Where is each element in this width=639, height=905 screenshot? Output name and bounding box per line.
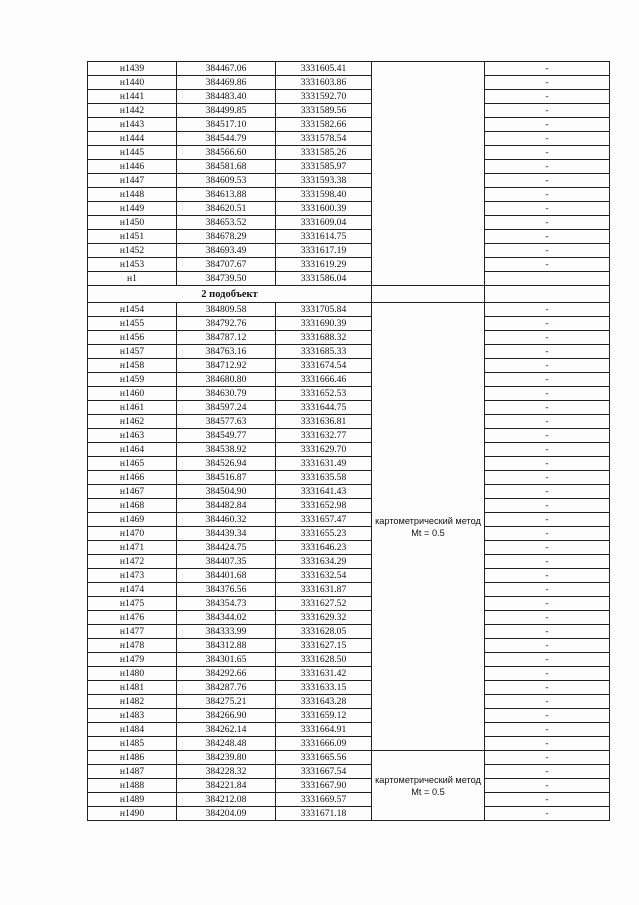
y-coordinate-cell: 3331667.90 — [276, 779, 372, 793]
y-coordinate-cell: 3331671.18 — [276, 807, 372, 821]
point-id-cell: н1473 — [88, 569, 177, 583]
error-value-cell: - — [485, 499, 610, 513]
table-row — [88, 681, 610, 695]
error-value-cell: - — [485, 317, 610, 331]
table-row — [88, 653, 610, 667]
point-id-cell: н1450 — [88, 216, 177, 230]
y-coordinate-cell: 3331589.56 — [276, 104, 372, 118]
point-id-cell: н1470 — [88, 527, 177, 541]
x-coordinate-cell: 384712.92 — [177, 359, 276, 373]
subobject-error-blank — [485, 286, 610, 303]
table-row — [88, 765, 610, 779]
error-value-cell: - — [485, 429, 610, 443]
x-coordinate-cell: 384620.51 — [177, 202, 276, 216]
point-id-cell: н1467 — [88, 485, 177, 499]
x-coordinate-cell: 384516.87 — [177, 471, 276, 485]
x-coordinate-cell: 384376.56 — [177, 583, 276, 597]
y-coordinate-cell: 3331646.23 — [276, 541, 372, 555]
x-coordinate-cell: 384653.52 — [177, 216, 276, 230]
x-coordinate-cell: 384504.90 — [177, 485, 276, 499]
error-value-cell: - — [485, 457, 610, 471]
x-coordinate-cell: 384204.09 — [177, 807, 276, 821]
subobject-header-row — [88, 286, 610, 303]
error-value-cell: - — [485, 303, 610, 317]
x-coordinate-cell: 384467.06 — [177, 62, 276, 76]
y-coordinate-cell: 3331629.32 — [276, 611, 372, 625]
point-id-cell: н1483 — [88, 709, 177, 723]
x-coordinate-cell: 384544.79 — [177, 132, 276, 146]
error-value-cell: - — [485, 331, 610, 345]
error-value-cell: - — [485, 188, 610, 202]
y-coordinate-cell: 3331666.46 — [276, 373, 372, 387]
point-id-cell: н1487 — [88, 765, 177, 779]
table-row — [88, 132, 610, 146]
table-row — [88, 555, 610, 569]
method-cell: картометрический метод Mt = 0.5 — [372, 751, 485, 821]
table-row — [88, 443, 610, 457]
error-value-cell: - — [485, 709, 610, 723]
error-value-cell: - — [485, 681, 610, 695]
error-value-cell: - — [485, 485, 610, 499]
error-value-cell: - — [485, 751, 610, 765]
table-row — [88, 429, 610, 443]
error-value-cell: - — [485, 230, 610, 244]
error-value-cell: - — [485, 611, 610, 625]
y-coordinate-cell: 3331666.09 — [276, 737, 372, 751]
point-id-cell: н1444 — [88, 132, 177, 146]
table-row — [88, 188, 610, 202]
point-id-cell: н1457 — [88, 345, 177, 359]
error-value-cell: - — [485, 723, 610, 737]
x-coordinate-cell: 384609.53 — [177, 174, 276, 188]
y-coordinate-cell: 3331634.29 — [276, 555, 372, 569]
y-coordinate-cell: 3331605.41 — [276, 62, 372, 76]
point-id-cell: н1472 — [88, 555, 177, 569]
error-value-cell: - — [485, 401, 610, 415]
x-coordinate-cell: 384239.80 — [177, 751, 276, 765]
point-id-cell: н1475 — [88, 597, 177, 611]
point-id-cell: н1456 — [88, 331, 177, 345]
table-row — [88, 499, 610, 513]
table-row — [88, 331, 610, 345]
y-coordinate-cell: 3331631.87 — [276, 583, 372, 597]
point-id-cell: н1448 — [88, 188, 177, 202]
subobject-label: 2 подобъект — [88, 286, 372, 303]
point-id-cell: н1477 — [88, 625, 177, 639]
point-id-cell: н1480 — [88, 667, 177, 681]
x-coordinate-cell: 384707.67 — [177, 258, 276, 272]
table-row — [88, 62, 610, 76]
error-value-cell: - — [485, 387, 610, 401]
x-coordinate-cell: 384354.73 — [177, 597, 276, 611]
point-id-cell: н1468 — [88, 499, 177, 513]
table-row — [88, 779, 610, 793]
x-coordinate-cell: 384482.84 — [177, 499, 276, 513]
error-value-cell: - — [485, 415, 610, 429]
point-id-cell: н1455 — [88, 317, 177, 331]
point-id-cell: н1446 — [88, 160, 177, 174]
error-value-cell: - — [485, 160, 610, 174]
x-coordinate-cell: 384401.68 — [177, 569, 276, 583]
table-row — [88, 146, 610, 160]
error-value-cell: - — [485, 345, 610, 359]
x-coordinate-cell: 384439.34 — [177, 527, 276, 541]
point-id-cell: н1451 — [88, 230, 177, 244]
error-value-cell: - — [485, 132, 610, 146]
y-coordinate-cell: 3331636.81 — [276, 415, 372, 429]
point-id-cell: н1439 — [88, 62, 177, 76]
x-coordinate-cell: 384248.48 — [177, 737, 276, 751]
table-row — [88, 527, 610, 541]
error-value-cell: - — [485, 625, 610, 639]
error-value-cell: - — [485, 216, 610, 230]
y-coordinate-cell: 3331609.04 — [276, 216, 372, 230]
x-coordinate-cell: 384483.40 — [177, 90, 276, 104]
point-id-cell: н1490 — [88, 807, 177, 821]
y-coordinate-cell: 3331664.91 — [276, 723, 372, 737]
table-row — [88, 202, 610, 216]
error-value-cell: - — [485, 118, 610, 132]
x-coordinate-cell: 384221.84 — [177, 779, 276, 793]
y-coordinate-cell: 3331585.97 — [276, 160, 372, 174]
error-value-cell: - — [485, 541, 610, 555]
x-coordinate-cell: 384424.75 — [177, 541, 276, 555]
x-coordinate-cell: 384538.92 — [177, 443, 276, 457]
table-row — [88, 709, 610, 723]
point-id-cell: н1447 — [88, 174, 177, 188]
x-coordinate-cell: 384344.02 — [177, 611, 276, 625]
table-row — [88, 118, 610, 132]
point-id-cell: н1482 — [88, 695, 177, 709]
x-coordinate-cell: 384262.14 — [177, 723, 276, 737]
x-coordinate-cell: 384566.60 — [177, 146, 276, 160]
table-row — [88, 625, 610, 639]
y-coordinate-cell: 3331652.53 — [276, 387, 372, 401]
point-id-cell: н1486 — [88, 751, 177, 765]
y-coordinate-cell: 3331603.86 — [276, 76, 372, 90]
subobject-method-blank — [372, 286, 485, 303]
error-value-cell: - — [485, 373, 610, 387]
table-row — [88, 667, 610, 681]
table-row — [88, 345, 610, 359]
y-coordinate-cell: 3331643.28 — [276, 695, 372, 709]
x-coordinate-cell: 384292.66 — [177, 667, 276, 681]
table-row — [88, 174, 610, 188]
table-row — [88, 415, 610, 429]
point-id-cell: н1464 — [88, 443, 177, 457]
y-coordinate-cell: 3331593.38 — [276, 174, 372, 188]
table-row — [88, 244, 610, 258]
y-coordinate-cell: 3331628.05 — [276, 625, 372, 639]
table-row — [88, 373, 610, 387]
x-coordinate-cell: 384228.32 — [177, 765, 276, 779]
y-coordinate-cell: 3331652.98 — [276, 499, 372, 513]
table-row — [88, 723, 610, 737]
y-coordinate-cell: 3331644.75 — [276, 401, 372, 415]
y-coordinate-cell: 3331655.23 — [276, 527, 372, 541]
y-coordinate-cell: 3331617.19 — [276, 244, 372, 258]
x-coordinate-cell: 384499.85 — [177, 104, 276, 118]
table-row — [88, 471, 610, 485]
y-coordinate-cell: 3331669.57 — [276, 793, 372, 807]
error-value-cell: - — [485, 765, 610, 779]
y-coordinate-cell: 3331614.75 — [276, 230, 372, 244]
error-value-cell: - — [485, 793, 610, 807]
y-coordinate-cell: 3331685.33 — [276, 345, 372, 359]
error-value-cell: - — [485, 807, 610, 821]
y-coordinate-cell: 3331665.56 — [276, 751, 372, 765]
error-value-cell: - — [485, 513, 610, 527]
y-coordinate-cell: 3331705.84 — [276, 303, 372, 317]
point-id-cell: н1466 — [88, 471, 177, 485]
y-coordinate-cell: 3331586.04 — [276, 272, 372, 286]
point-id-cell: н1458 — [88, 359, 177, 373]
table-row — [88, 272, 610, 286]
point-id-cell: н1478 — [88, 639, 177, 653]
method-cell: картометрический метод Mt = 0.5 — [372, 303, 485, 751]
x-coordinate-cell: 384517.10 — [177, 118, 276, 132]
table-row — [88, 401, 610, 415]
y-coordinate-cell: 3331619.29 — [276, 258, 372, 272]
point-id-cell: н1469 — [88, 513, 177, 527]
error-value-cell: - — [485, 359, 610, 373]
point-id-cell: н1443 — [88, 118, 177, 132]
point-id-cell: н1481 — [88, 681, 177, 695]
y-coordinate-cell: 3331688.32 — [276, 331, 372, 345]
point-id-cell: н1479 — [88, 653, 177, 667]
coordinates-table — [87, 61, 610, 821]
table-row — [88, 359, 610, 373]
table-row — [88, 793, 610, 807]
x-coordinate-cell: 384613.88 — [177, 188, 276, 202]
error-value-cell: - — [485, 202, 610, 216]
y-coordinate-cell: 3331628.50 — [276, 653, 372, 667]
error-value-cell: - — [485, 146, 610, 160]
point-id-cell: н1471 — [88, 541, 177, 555]
error-value-cell: - — [485, 104, 610, 118]
error-value-cell: - — [485, 737, 610, 751]
x-coordinate-cell: 384630.79 — [177, 387, 276, 401]
y-coordinate-cell: 3331659.12 — [276, 709, 372, 723]
error-value-cell: - — [485, 174, 610, 188]
table-row — [88, 76, 610, 90]
error-value-cell: - — [485, 527, 610, 541]
point-id-cell: н1459 — [88, 373, 177, 387]
y-coordinate-cell: 3331631.49 — [276, 457, 372, 471]
x-coordinate-cell: 384407.35 — [177, 555, 276, 569]
table-row — [88, 611, 610, 625]
error-value-cell: - — [485, 90, 610, 104]
point-id-cell: н1453 — [88, 258, 177, 272]
x-coordinate-cell: 384577.63 — [177, 415, 276, 429]
y-coordinate-cell: 3331598.40 — [276, 188, 372, 202]
y-coordinate-cell: 3331582.66 — [276, 118, 372, 132]
table-row — [88, 513, 610, 527]
error-value-cell: - — [485, 779, 610, 793]
point-id-cell: н1449 — [88, 202, 177, 216]
table-row — [88, 695, 610, 709]
y-coordinate-cell: 3331592.70 — [276, 90, 372, 104]
point-id-cell: н1463 — [88, 429, 177, 443]
point-id-cell: н1454 — [88, 303, 177, 317]
y-coordinate-cell: 3331667.54 — [276, 765, 372, 779]
error-value-cell: - — [485, 583, 610, 597]
table-row — [88, 541, 610, 555]
x-coordinate-cell: 384597.24 — [177, 401, 276, 415]
coordinates-table-body — [88, 62, 610, 821]
x-coordinate-cell: 384460.32 — [177, 513, 276, 527]
point-id-cell: н1461 — [88, 401, 177, 415]
x-coordinate-cell: 384212.08 — [177, 793, 276, 807]
y-coordinate-cell: 3331585.26 — [276, 146, 372, 160]
point-id-cell: н1476 — [88, 611, 177, 625]
point-id-cell: н1442 — [88, 104, 177, 118]
y-coordinate-cell: 3331629.70 — [276, 443, 372, 457]
y-coordinate-cell: 3331627.15 — [276, 639, 372, 653]
error-value-cell: - — [485, 258, 610, 272]
error-value-cell: - — [485, 569, 610, 583]
y-coordinate-cell: 3331635.58 — [276, 471, 372, 485]
method-cell-blank — [372, 62, 485, 286]
error-value-cell — [485, 272, 610, 286]
point-id-cell: н1441 — [88, 90, 177, 104]
table-row — [88, 485, 610, 499]
x-coordinate-cell: 384678.29 — [177, 230, 276, 244]
table-row — [88, 90, 610, 104]
table-row — [88, 387, 610, 401]
x-coordinate-cell: 384693.49 — [177, 244, 276, 258]
x-coordinate-cell: 384266.90 — [177, 709, 276, 723]
point-id-cell: н1445 — [88, 146, 177, 160]
x-coordinate-cell: 384792.76 — [177, 317, 276, 331]
y-coordinate-cell: 3331632.77 — [276, 429, 372, 443]
table-row — [88, 583, 610, 597]
y-coordinate-cell: 3331657.47 — [276, 513, 372, 527]
table-row — [88, 751, 610, 765]
x-coordinate-cell: 384312.88 — [177, 639, 276, 653]
x-coordinate-cell: 384549.77 — [177, 429, 276, 443]
x-coordinate-cell: 384469.86 — [177, 76, 276, 90]
point-id-cell: н1 — [88, 272, 177, 286]
y-coordinate-cell: 3331631.42 — [276, 667, 372, 681]
point-id-cell: н1460 — [88, 387, 177, 401]
error-value-cell: - — [485, 653, 610, 667]
x-coordinate-cell: 384763.16 — [177, 345, 276, 359]
error-value-cell: - — [485, 667, 610, 681]
point-id-cell: н1474 — [88, 583, 177, 597]
error-value-cell: - — [485, 555, 610, 569]
table-row — [88, 230, 610, 244]
x-coordinate-cell: 384287.76 — [177, 681, 276, 695]
x-coordinate-cell: 384680.80 — [177, 373, 276, 387]
point-id-cell: н1485 — [88, 737, 177, 751]
table-row — [88, 737, 610, 751]
y-coordinate-cell: 3331633.15 — [276, 681, 372, 695]
y-coordinate-cell: 3331690.39 — [276, 317, 372, 331]
error-value-cell: - — [485, 443, 610, 457]
table-row — [88, 216, 610, 230]
point-id-cell: н1465 — [88, 457, 177, 471]
table-row — [88, 569, 610, 583]
x-coordinate-cell: 384739.50 — [177, 272, 276, 286]
point-id-cell: н1452 — [88, 244, 177, 258]
point-id-cell: н1440 — [88, 76, 177, 90]
point-id-cell: н1488 — [88, 779, 177, 793]
error-value-cell: - — [485, 76, 610, 90]
x-coordinate-cell: 384275.21 — [177, 695, 276, 709]
x-coordinate-cell: 384526.94 — [177, 457, 276, 471]
x-coordinate-cell: 384301.65 — [177, 653, 276, 667]
point-id-cell: н1489 — [88, 793, 177, 807]
table-row — [88, 597, 610, 611]
error-value-cell: - — [485, 244, 610, 258]
error-value-cell: - — [485, 639, 610, 653]
x-coordinate-cell: 384581.68 — [177, 160, 276, 174]
error-value-cell: - — [485, 471, 610, 485]
table-row — [88, 457, 610, 471]
y-coordinate-cell: 3331641.43 — [276, 485, 372, 499]
table-row — [88, 317, 610, 331]
table-row — [88, 104, 610, 118]
error-value-cell: - — [485, 695, 610, 709]
y-coordinate-cell: 3331627.52 — [276, 597, 372, 611]
point-id-cell: н1462 — [88, 415, 177, 429]
point-id-cell: н1484 — [88, 723, 177, 737]
error-value-cell: - — [485, 62, 610, 76]
table-row — [88, 160, 610, 174]
y-coordinate-cell: 3331674.54 — [276, 359, 372, 373]
y-coordinate-cell: 3331600.39 — [276, 202, 372, 216]
table-row — [88, 258, 610, 272]
x-coordinate-cell: 384809.58 — [177, 303, 276, 317]
x-coordinate-cell: 384787.12 — [177, 331, 276, 345]
table-row — [88, 807, 610, 821]
x-coordinate-cell: 384333.99 — [177, 625, 276, 639]
y-coordinate-cell: 3331578.54 — [276, 132, 372, 146]
table-row — [88, 639, 610, 653]
table-row — [88, 303, 610, 317]
y-coordinate-cell: 3331632.54 — [276, 569, 372, 583]
error-value-cell: - — [485, 597, 610, 611]
